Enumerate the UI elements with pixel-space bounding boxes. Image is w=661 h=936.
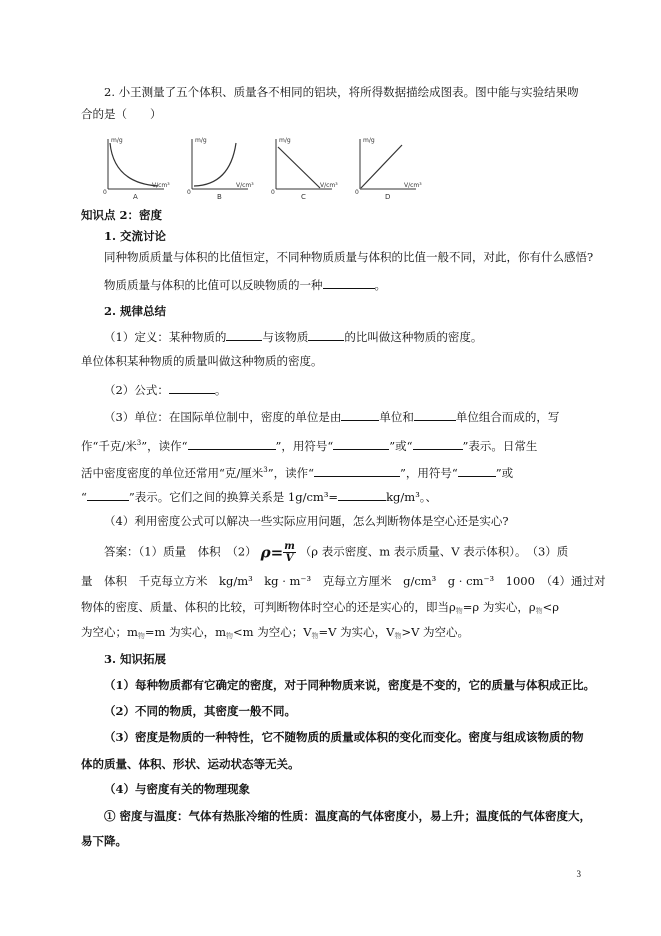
- blank-unit-1[interactable]: [341, 408, 379, 421]
- graph-b: [187, 137, 254, 201]
- blank-unit-symbol-2[interactable]: [413, 437, 463, 450]
- unit2-text-c: ”，用符号“: [275, 439, 334, 453]
- blank-gcm-symbol-1[interactable]: [458, 464, 496, 477]
- unit-text-a: （3）单位：在国际单位制中，密度的单位是由: [104, 410, 342, 424]
- section-3-title: 3. 知识拓展: [104, 652, 167, 666]
- answer4-text-e: >V 为空心。: [401, 625, 470, 639]
- density-formula: [261, 541, 296, 564]
- answer3-text-c: <ρ: [542, 600, 559, 614]
- unit3-text-c: ”，用符号“: [400, 466, 458, 480]
- unit2-text-e: ”表示。日常生: [462, 439, 538, 453]
- graph-d-xlabel: V/cm³: [404, 182, 422, 189]
- graph-c-curve: [278, 147, 320, 188]
- definition-line: [104, 328, 482, 345]
- formula-text-b: 。: [214, 383, 227, 397]
- extension-3-line-2: 体的质量、体积、形状、运动状态等无关。: [81, 757, 300, 771]
- graph-a: [103, 137, 170, 201]
- unit2-text-b: ”，读作“: [141, 439, 188, 453]
- unit-line-1: [104, 408, 559, 425]
- unit2-sup: 3: [136, 439, 142, 447]
- formula-numerator: m: [284, 541, 295, 552]
- answer-line-4: [81, 624, 469, 644]
- knowledge-point-2-heading: 知识点 2：密度: [81, 208, 163, 222]
- graph-b-ylabel: m/g: [195, 137, 207, 144]
- graph-c: [271, 137, 338, 201]
- blank-formula[interactable]: [169, 381, 215, 394]
- graph-b-letter: B: [217, 193, 222, 201]
- formula-equals: =: [270, 543, 284, 562]
- unit2-text-d: ”或“: [389, 439, 413, 453]
- blank-def-2[interactable]: [308, 328, 344, 341]
- answer-line-2: 量 体积 千克每立方米 kg/m³ kg · m⁻³ 克每立方厘米 g/cm³ g · cm⁻³ 1000 （4）通过对: [81, 574, 606, 588]
- answer3-text-b: =ρ 为实心，ρ: [462, 600, 536, 614]
- graph-a-xlabel: V/cm³: [152, 182, 170, 189]
- graph-b-origin: 0: [187, 189, 191, 196]
- definition-text-a: （1）定义：某种物质的: [104, 330, 227, 344]
- extension-5-line-2: 易下降。: [81, 834, 127, 848]
- unit2-text-a: 作“千克/米: [81, 439, 137, 453]
- graph-a-curve: [110, 143, 158, 186]
- blank-gcm-read[interactable]: [314, 464, 400, 477]
- question-2-line-2: 合的是（ ）: [81, 107, 162, 121]
- extension-2: （2）不同的物质，其密度一般不同。: [104, 704, 296, 718]
- blank-def-1[interactable]: [226, 328, 262, 341]
- blank-unit-read[interactable]: [188, 437, 276, 450]
- unit-line-3: [81, 462, 513, 481]
- formula-denominator: V: [285, 553, 294, 564]
- blank-unit-2[interactable]: [414, 408, 456, 421]
- unit4-text-b: ”表示。它们之间的换算关系是 1g/cm³=: [128, 490, 339, 504]
- extension-3-line-1: （3）密度是物质的一种特性，它不随物质的质量或体积的变化而变化。密度与组成该物质的物: [104, 730, 584, 744]
- unit-line-2: [81, 435, 537, 454]
- graph-a-ylabel: m/g: [111, 137, 123, 144]
- section-1-line-2: [104, 276, 386, 293]
- unit3-text-a: 活中密度密度的单位还常用“克/厘米: [81, 466, 264, 480]
- graph-c-letter: C: [301, 193, 306, 201]
- section-1-line-2-text: 物质质量与体积的比值可以反映物质的一种: [104, 278, 323, 292]
- answer3-text-a: 物体的密度、质量、体积的比较，可判断物体时空心的还是实心的，即当ρ: [81, 600, 456, 614]
- graph-d-ylabel: m/g: [363, 137, 375, 144]
- section-2-title: 2. 规律总结: [104, 304, 167, 318]
- unit3-sup: 3: [263, 466, 268, 474]
- graph-b-curve: [194, 143, 236, 186]
- answer4-text-c: <m 为空心；V: [233, 625, 312, 639]
- graph-a-letter: A: [133, 193, 138, 201]
- unit4-text-a: “: [81, 490, 87, 504]
- unit3-text-b: ”，读作“: [267, 466, 314, 480]
- section-1-line-2-end: 。: [374, 278, 386, 292]
- definition-line-2: 单位体积某种物质的质量叫做这种物质的密度。: [81, 354, 323, 368]
- answer-line-1: [104, 541, 568, 564]
- unit-line-4: [81, 488, 437, 505]
- graph-c-origin: 0: [271, 189, 275, 196]
- formula-line: [104, 381, 226, 398]
- question-4-line: （4）利用密度公式可以解决一些实际应用问题，怎么判断物体是空心还是实心?: [104, 514, 509, 528]
- formula-rho: ρ: [260, 543, 271, 562]
- section-1-title: 1. 交流讨论: [104, 229, 167, 243]
- definition-text-b: 与该物质: [262, 330, 309, 344]
- question-2-line-1: 2. 小王测量了五个体积、质量各不相同的铝块，将所得数据描绘成图表。图中能与实验结果吻: [104, 85, 579, 99]
- section-1-line-1: 同种物质质量与体积的比值恒定，不同种物质质量与体积的比值一般不同，对此，你有什么感悟?: [104, 250, 594, 264]
- unit-text-c: 单位组合而成的，写: [455, 410, 560, 424]
- answer-text-b: （ρ 表示密度、m 表示质量、V 表示体积）。 （3）质: [299, 544, 569, 559]
- graph-c-ylabel: m/g: [279, 137, 291, 144]
- graph-d-letter: D: [385, 193, 391, 201]
- formula-text-a: （2）公式：: [104, 383, 169, 397]
- extension-4: （4）与密度有关的物理现象: [104, 782, 251, 796]
- answer4-text-b: =m 为实心，m: [144, 625, 227, 639]
- page-number: 3: [576, 869, 581, 879]
- graph-b-xlabel: V/cm³: [236, 182, 254, 189]
- graph-a-origin: 0: [103, 189, 107, 196]
- graph-d-curve: [361, 145, 402, 188]
- graph-c-xlabel: V/cm³: [320, 182, 338, 189]
- blank-conversion[interactable]: [338, 488, 386, 501]
- answer3-sub-1: 物: [455, 607, 463, 615]
- blank-gcm-symbol-2[interactable]: [87, 488, 129, 501]
- blank-unit-symbol-1[interactable]: [333, 437, 389, 450]
- unit-text-b: 单位和: [379, 410, 414, 424]
- answer-text-a: 答案：（1）质量 体积 （2）: [104, 544, 257, 559]
- answer4-sub-3: 物: [311, 632, 319, 640]
- definition-text-c: 的比叫做这种物质的密度。: [344, 330, 483, 344]
- unit3-text-d: ”或: [495, 466, 514, 480]
- extension-1: （1）每种物质都有它确定的密度，对于同种物质来说，密度是不变的，它的质量与体积成正比。: [104, 678, 595, 692]
- answer-line-3: [81, 599, 559, 619]
- blank-property[interactable]: [323, 276, 375, 289]
- graph-d-origin: 0: [355, 189, 359, 196]
- graph-d: [355, 137, 422, 201]
- answer3-sub-2: 物: [535, 607, 543, 615]
- answer-graphs: [0, 135, 661, 205]
- answer4-sub-2: 物: [226, 632, 234, 640]
- unit4-text-c: kg/m³。、: [386, 490, 438, 504]
- answer4-text-a: 为空心；m: [81, 625, 138, 639]
- extension-5-line-1: ① 密度与温度：气体有热胀冷缩的性质：温度高的气体密度小，易上升；温度低的气体密度大，: [104, 809, 591, 823]
- answer4-sub-1: 物: [137, 632, 145, 640]
- answer4-text-d: =V 为实心，V: [318, 625, 395, 639]
- answer4-sub-4: 物: [394, 632, 402, 640]
